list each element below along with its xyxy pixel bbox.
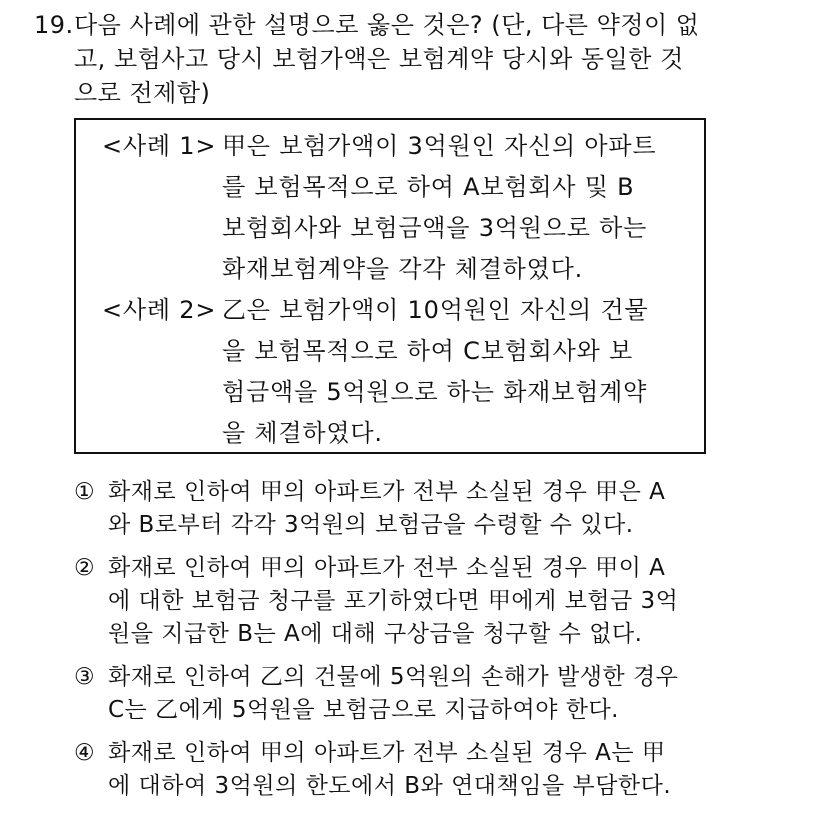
case-1-line: 화재보험계약을 각각 체결하였다. — [222, 255, 584, 283]
option-marker: ③ — [74, 664, 96, 690]
question-stem-line: 다음 사례에 관한 설명으로 옳은 것은? (단, 다른 약정이 없 — [74, 11, 700, 39]
option-marker: ④ — [74, 740, 96, 766]
answer-option-3[interactable] — [74, 661, 794, 727]
option-line: 원을 지급한 B는 A에 대해 구상금을 청구할 수 없다. — [108, 621, 643, 647]
question-number: 19. — [34, 11, 74, 39]
option-line: 화재로 인하여 甲의 아파트가 전부 소실된 경우 甲이 A — [108, 555, 666, 581]
case-2-body — [222, 290, 692, 454]
question-stem-line: 고, 보험사고 당시 보험가액은 보험계약 당시와 동일한 것 — [74, 45, 684, 73]
case-2-label: <사례 2> — [102, 296, 217, 324]
answer-option-1[interactable] — [74, 476, 794, 542]
case-1-line: 甲은 보험가액이 3억원인 자신의 아파트 — [222, 132, 657, 160]
case-2-line: 험금액을 5억원으로 하는 화재보험계약 — [222, 378, 648, 406]
case-2-line: 을 보험목적으로 하여 C보험회사와 보 — [222, 337, 634, 365]
case-1-line: 를 보험목적으로 하여 A보험회사 및 B — [222, 173, 635, 201]
question-stem — [34, 8, 804, 110]
option-text — [74, 476, 794, 542]
option-text — [74, 661, 794, 727]
option-line: 화재로 인하여 甲의 아파트가 전부 소실된 경우 A는 甲 — [108, 740, 666, 766]
answer-option-4[interactable] — [74, 737, 794, 803]
option-line: 에 대한 보험금 청구를 포기하였다면 甲에게 보험금 3억 — [108, 588, 679, 614]
answer-options — [74, 476, 794, 813]
answer-option-2[interactable] — [74, 552, 794, 651]
case-box — [74, 118, 706, 454]
option-line: 화재로 인하여 甲의 아파트가 전부 소실된 경우 甲은 A — [108, 479, 666, 505]
case-1-label: <사례 1> — [102, 132, 217, 160]
case-2-line: 乙은 보험가액이 10억원인 자신의 건물 — [222, 296, 649, 324]
option-line: 와 B로부터 각각 3억원의 보험금을 수령할 수 있다. — [108, 512, 634, 538]
case-2-line: 을 체결하였다. — [222, 419, 383, 447]
option-marker: ② — [74, 555, 96, 581]
option-text — [74, 737, 794, 803]
option-marker: ① — [74, 479, 96, 505]
case-1-body — [222, 126, 692, 290]
question-stem-line: 으로 전제함) — [74, 79, 211, 107]
option-line: C는 乙에게 5억원을 보험금으로 지급하여야 한다. — [108, 697, 619, 723]
option-line: 화재로 인하여 乙의 건물에 5억원의 손해가 발생한 경우 — [108, 664, 679, 690]
case-1-line: 보험회사와 보험금액을 3억원으로 하는 — [222, 214, 648, 242]
option-line: 에 대하여 3억원의 한도에서 B와 연대책임을 부담한다. — [108, 773, 672, 799]
option-text — [74, 552, 794, 651]
